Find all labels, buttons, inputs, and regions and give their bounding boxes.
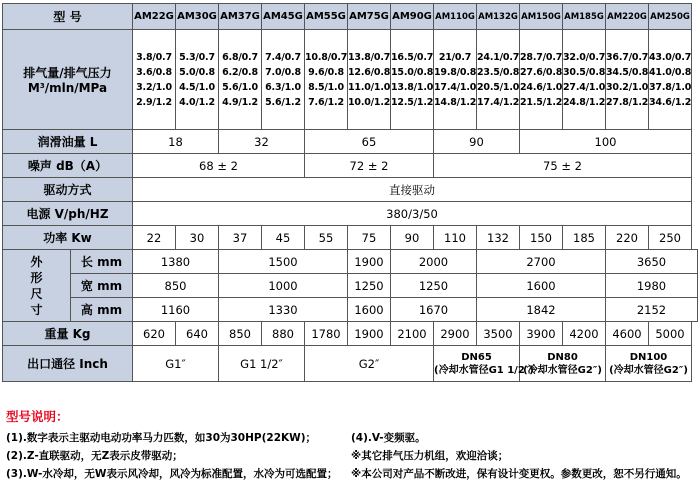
width-value: 850 [133, 274, 219, 298]
flow-cell [649, 30, 692, 130]
flow-cell [477, 30, 520, 130]
notes-row [6, 430, 696, 448]
model-cell: AM22G [133, 4, 176, 30]
power-label: 功率 Kw [3, 226, 133, 250]
flow-value: 14.8/1.2 [434, 96, 477, 108]
flow-unit-m: M [27, 81, 40, 95]
outlet-value: G2″ [305, 346, 434, 382]
noise-value: 75 ± 2 [434, 154, 692, 178]
flow-value: 37.8/1.0 [649, 81, 692, 93]
outlet-dn-size: DN80 [547, 351, 578, 363]
width-value: 1980 [606, 274, 698, 298]
noise-row [3, 154, 698, 178]
power-value: 75 [348, 226, 391, 250]
flow-value: 3.2/1.0 [136, 81, 172, 93]
power-value: 22 [133, 226, 176, 250]
outlet-label: 出口通径 Inch [3, 346, 133, 382]
model-cell: AM110G [434, 4, 477, 30]
flow-cell [434, 30, 477, 130]
flow-value: 27.4/1.0 [563, 81, 606, 93]
length-value: 2700 [477, 250, 606, 274]
outlet-dn-note: (冷却水管径G2″) [523, 364, 602, 376]
flow-value: 3.6/0.8 [136, 66, 172, 78]
flow-value: 10.0/1.2 [348, 96, 391, 108]
model-cell: AM37G [219, 4, 262, 30]
weight-value: 3500 [477, 322, 520, 346]
model-cell: AM150G [520, 4, 563, 30]
flow-value: 36.7/0.7 [606, 51, 649, 63]
flow-cell [219, 30, 262, 130]
note-item: (3).W-水冷却，无W表示风冷却，风冷为标准配置，水冷为可选配置； [6, 468, 338, 480]
drive-row [3, 178, 698, 202]
weight-value: 5000 [649, 322, 692, 346]
weight-value: 4200 [563, 322, 606, 346]
spec-table [2, 3, 698, 382]
width-value: 1600 [477, 274, 606, 298]
flow-value: 27.6/0.8 [520, 66, 563, 78]
power-value: 45 [262, 226, 305, 250]
outlet-value: G1 1/2″ [219, 346, 305, 382]
notes-row [6, 448, 696, 466]
flow-value: 12.6/0.8 [348, 66, 391, 78]
weight-value: 2100 [391, 322, 434, 346]
flow-value: 7.4/0.7 [265, 51, 301, 63]
length-value: 1380 [133, 250, 219, 274]
height-value: 1330 [219, 298, 348, 322]
height-value: 2152 [606, 298, 698, 322]
flow-value: 13.8/0.7 [348, 51, 391, 63]
flow-cell [563, 30, 606, 130]
note-item: ※其它排气压力机组，欢迎洽谈； [351, 450, 509, 462]
flow-unit-rest: /mln/MPa [44, 81, 108, 95]
flow-value: 7.6/1.2 [308, 96, 344, 108]
note-item: (4).V-变频驱。 [351, 432, 426, 444]
model-row [3, 4, 698, 30]
flow-value: 19.8/0.8 [434, 66, 477, 78]
flow-value: 8.5/1.0 [308, 81, 344, 93]
length-row [3, 250, 698, 274]
flow-value: 5.6/1.2 [265, 96, 301, 108]
model-cell: AM250G [649, 4, 692, 30]
flow-value: 6.3/1.0 [265, 81, 301, 93]
flow-cell [133, 30, 176, 130]
weight-value: 880 [262, 322, 305, 346]
flow-value: 28.7/0.7 [520, 51, 563, 63]
flow-cell [391, 30, 434, 130]
flow-value: 5.6/1.0 [222, 81, 258, 93]
flow-value: 4.5/1.0 [179, 81, 215, 93]
flow-value: 4.9/1.2 [222, 96, 258, 108]
flow-value: 10.8/0.7 [305, 51, 348, 63]
flow-value: 12.5/1.2 [391, 96, 434, 108]
width-value: 1250 [391, 274, 477, 298]
model-cell: AM55G [305, 4, 348, 30]
length-value: 1900 [348, 250, 391, 274]
flow-value: 15.0/0.8 [391, 66, 434, 78]
flow-value: 24.6/1.0 [520, 81, 563, 93]
height-row [3, 298, 698, 322]
note-item: ※本公司对产品不断改进，保有设计变更权。参数更改，恕不另行通知。 [351, 468, 687, 480]
width-row [3, 274, 698, 298]
flow-value: 27.8/1.2 [606, 96, 649, 108]
model-cell: AM90G [391, 4, 434, 30]
length-label: 长 mm [71, 250, 133, 274]
outlet-dn-size: DN100 [629, 351, 668, 363]
flow-value: 5.3/0.7 [179, 51, 215, 63]
power-supply-label: 电源 V/ph/HZ [3, 202, 133, 226]
flow-value: 41.0/0.8 [649, 66, 692, 78]
dims-char: 外 [30, 254, 43, 269]
length-value: 2000 [391, 250, 477, 274]
oil-value: 100 [520, 130, 692, 154]
outlet-dn-size: DN65 [461, 351, 492, 363]
model-label: 型 号 [3, 4, 133, 30]
flow-value: 13.8/1.0 [391, 81, 434, 93]
outlet-value: G1″ [133, 346, 219, 382]
outlet-dn-note: (冷却水管径G1 1/2″) [434, 364, 534, 376]
flow-unit-sup: 3 [39, 82, 45, 90]
width-value: 1250 [348, 274, 391, 298]
flow-value: 6.8/0.7 [222, 51, 258, 63]
flow-row [3, 30, 698, 130]
height-value: 1600 [348, 298, 391, 322]
flow-label-cell [3, 30, 133, 130]
flow-cell [176, 30, 219, 130]
power-value: 110 [434, 226, 477, 250]
oil-label: 润滑油量 L [3, 130, 133, 154]
flow-value: 21/0.7 [438, 51, 472, 63]
height-label: 高 mm [71, 298, 133, 322]
weight-value: 620 [133, 322, 176, 346]
flow-value: 24.1/0.7 [477, 51, 520, 63]
oil-row [3, 130, 698, 154]
height-value: 1670 [391, 298, 477, 322]
power-value: 150 [520, 226, 563, 250]
flow-cell [262, 30, 305, 130]
flow-value: 4.0/1.2 [179, 96, 215, 108]
power-row [3, 226, 698, 250]
weight-value: 1900 [348, 322, 391, 346]
flow-value: 24.8/1.2 [563, 96, 606, 108]
dims-char: 形 [30, 270, 43, 285]
noise-value: 72 ± 2 [305, 154, 434, 178]
power-supply-value: 380/3/50 [133, 202, 692, 226]
flow-value: 9.6/0.8 [308, 66, 344, 78]
oil-value: 32 [219, 130, 305, 154]
outlet-dn-cell [606, 346, 692, 382]
oil-value: 18 [133, 130, 219, 154]
oil-value: 90 [434, 130, 520, 154]
power-value: 132 [477, 226, 520, 250]
outlet-dn-note: (冷却水管径G2″) [609, 364, 688, 376]
power-value: 220 [606, 226, 649, 250]
flow-value: 2.9/1.2 [136, 96, 172, 108]
note-item: (2).Z-直联驱动，无Z表示皮带驱动； [6, 450, 183, 462]
drive-value: 直接驱动 [133, 178, 692, 202]
flow-value: 6.2/0.8 [222, 66, 258, 78]
flow-cell [348, 30, 391, 130]
notes-row [6, 466, 696, 484]
model-notes [6, 407, 696, 484]
flow-value: 17.4/1.0 [434, 81, 477, 93]
power-value: 37 [219, 226, 262, 250]
flow-cell [520, 30, 563, 130]
flow-value: 43.0/0.7 [649, 51, 692, 63]
weight-row [3, 322, 698, 346]
weight-value: 640 [176, 322, 219, 346]
weight-value: 4600 [606, 322, 649, 346]
oil-value: 65 [305, 130, 434, 154]
length-value: 1500 [219, 250, 348, 274]
weight-value: 850 [219, 322, 262, 346]
height-value: 1842 [477, 298, 606, 322]
model-cell: AM30G [176, 4, 219, 30]
power-value: 30 [176, 226, 219, 250]
power-value: 185 [563, 226, 606, 250]
dims-char: 寸 [30, 302, 43, 317]
flow-value: 7.0/0.8 [265, 66, 301, 78]
weight-value: 3900 [520, 322, 563, 346]
notes-title: 型号说明： [6, 409, 69, 424]
model-cell: AM75G [348, 4, 391, 30]
flow-value: 32.0/0.7 [563, 51, 606, 63]
flow-value: 20.5/1.0 [477, 81, 520, 93]
power-value: 55 [305, 226, 348, 250]
dims-group-label [3, 250, 71, 322]
drive-label: 驱动方式 [3, 178, 133, 202]
model-cell: AM45G [262, 4, 305, 30]
noise-label: 噪声 dB（A） [3, 154, 133, 178]
flow-label: 排气量/排气压力 [23, 66, 112, 80]
width-value: 1000 [219, 274, 348, 298]
flow-value: 30.2/1.0 [606, 81, 649, 93]
note-item: (1).数字表示主驱动电动功率马力匹数，如30为30HP(22KW)； [6, 432, 317, 444]
weight-label: 重量 Kg [3, 322, 133, 346]
flow-value: 11.0/1.0 [348, 81, 391, 93]
flow-value: 30.5/0.8 [563, 66, 606, 78]
model-cell: AM220G [606, 4, 649, 30]
noise-value: 68 ± 2 [133, 154, 305, 178]
weight-value: 1780 [305, 322, 348, 346]
weight-value: 2900 [434, 322, 477, 346]
dims-char: 尺 [30, 286, 43, 301]
power-supply-row [3, 202, 698, 226]
outlet-dn-cell [520, 346, 606, 382]
power-value: 250 [649, 226, 692, 250]
flow-value: 21.5/1.2 [520, 96, 563, 108]
length-value: 3650 [606, 250, 698, 274]
flow-value: 16.5/0.7 [391, 51, 434, 63]
flow-value: 3.8/0.7 [136, 51, 172, 63]
model-cell: AM132G [477, 4, 520, 30]
power-value: 90 [391, 226, 434, 250]
flow-value: 5.0/0.8 [179, 66, 215, 78]
flow-value: 34.5/0.8 [606, 66, 649, 78]
model-cell: AM185G [563, 4, 606, 30]
flow-value: 17.4/1.2 [477, 96, 520, 108]
height-value: 1160 [133, 298, 219, 322]
flow-unit [3, 81, 132, 95]
outlet-dn-cell [434, 346, 534, 382]
flow-value: 34.6/1.2 [649, 96, 692, 108]
flow-cell [305, 30, 348, 130]
outlet-row [3, 346, 698, 382]
flow-cell [606, 30, 649, 130]
width-label: 宽 mm [71, 274, 133, 298]
flow-value: 23.5/0.8 [477, 66, 520, 78]
